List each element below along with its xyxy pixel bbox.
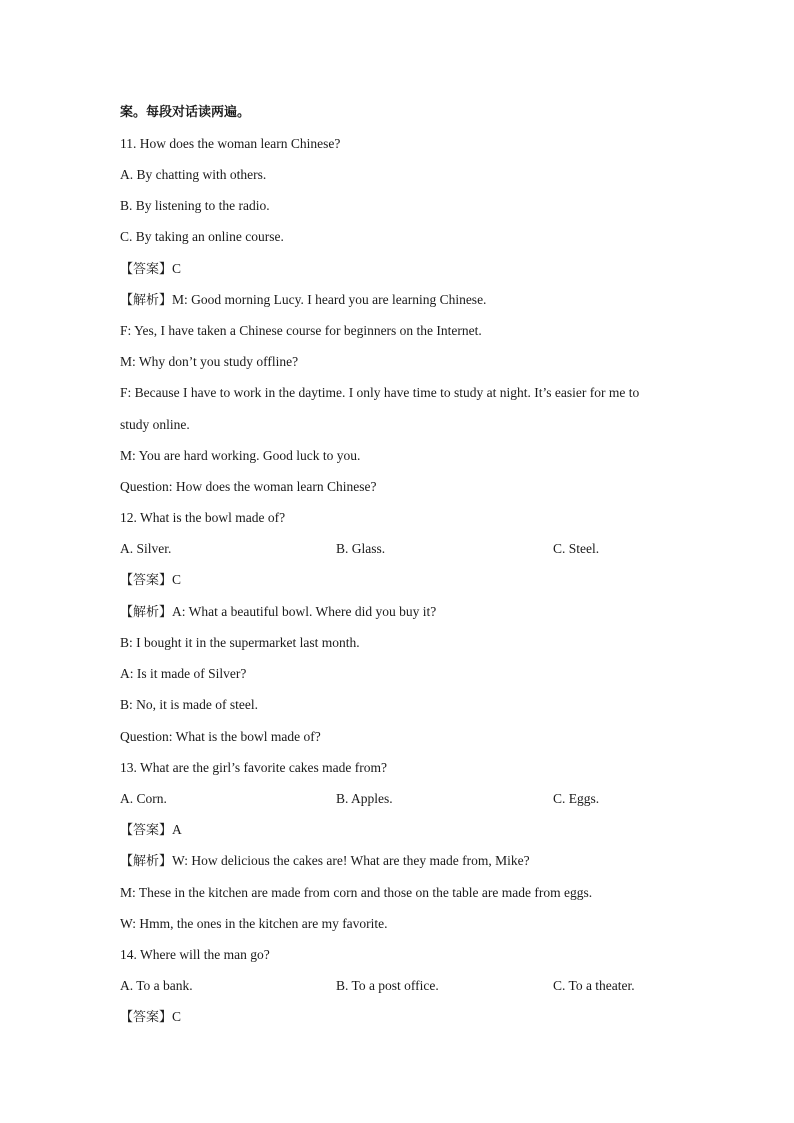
question-13: 13. What are the girl’s favorite cakes made from? bbox=[120, 760, 388, 775]
answer-value: A bbox=[172, 822, 182, 837]
analysis-11-line-2: F: Yes, I have taken a Chinese course for beginners on the Internet. bbox=[120, 323, 482, 338]
analysis-12-line-3: A: Is it made of Silver? bbox=[120, 666, 247, 681]
analysis-text: W: How delicious the cakes are! What are they made from, Mike? bbox=[172, 853, 530, 868]
option-13b: B. Apples. bbox=[336, 791, 393, 806]
option-13a: A. Corn. bbox=[120, 791, 167, 806]
answer-value: C bbox=[172, 572, 182, 587]
analysis-11-line-7: Question: How does the woman learn Chinese? bbox=[120, 479, 377, 494]
option-11a: A. By chatting with others. bbox=[120, 167, 267, 182]
answer-tag: 【答案】 bbox=[120, 1010, 173, 1025]
option-12c: C. Steel. bbox=[553, 541, 600, 556]
option-13c: C. Eggs. bbox=[553, 791, 600, 806]
analysis-13-line-1 bbox=[120, 852, 530, 871]
option-14b: B. To a post office. bbox=[336, 978, 439, 993]
answer-value: C bbox=[172, 1009, 182, 1024]
answer-tag: 【答案】 bbox=[120, 573, 173, 588]
answer-tag: 【答案】 bbox=[120, 262, 173, 277]
analysis-12-line-5: Question: What is the bowl made of? bbox=[120, 729, 321, 744]
analysis-13-line-3: W: Hmm, the ones in the kitchen are my favorite. bbox=[120, 916, 388, 931]
question-11: 11. How does the woman learn Chinese? bbox=[120, 136, 341, 151]
analysis-text: M: Good morning Lucy. I heard you are learning Chinese. bbox=[172, 292, 487, 307]
answer-14 bbox=[120, 1008, 181, 1027]
answer-value: C bbox=[172, 261, 182, 276]
answer-11 bbox=[120, 260, 181, 279]
answer-12 bbox=[120, 571, 181, 590]
option-12a: A. Silver. bbox=[120, 541, 172, 556]
analysis-11-line-6: M: You are hard working. Good luck to you. bbox=[120, 448, 361, 463]
analysis-12-line-1 bbox=[120, 603, 436, 622]
analysis-11-line-1 bbox=[120, 291, 486, 310]
analysis-text: A: What a beautiful bowl. Where did you buy it? bbox=[172, 604, 437, 619]
analysis-11-line-3: M: Why don’t you study offline? bbox=[120, 354, 299, 369]
answer-13 bbox=[120, 821, 182, 840]
option-11b: B. By listening to the radio. bbox=[120, 198, 270, 213]
instruction-line: 案。每段对话读两遍。 bbox=[120, 105, 251, 120]
analysis-11-line-5: study online. bbox=[120, 417, 190, 432]
question-12: 12. What is the bowl made of? bbox=[120, 510, 286, 525]
analysis-tag: 【解析】 bbox=[120, 293, 173, 308]
analysis-12-line-4: B: No, it is made of steel. bbox=[120, 697, 258, 712]
option-12b: B. Glass. bbox=[336, 541, 386, 556]
analysis-tag: 【解析】 bbox=[120, 605, 173, 620]
option-14a: A. To a bank. bbox=[120, 978, 193, 993]
answer-tag: 【答案】 bbox=[120, 823, 173, 838]
option-14c: C. To a theater. bbox=[553, 978, 635, 993]
question-14: 14. Where will the man go? bbox=[120, 947, 270, 962]
analysis-tag: 【解析】 bbox=[120, 854, 173, 869]
analysis-13-line-2: M: These in the kitchen are made from corn and those on the table are made from eggs. bbox=[120, 885, 593, 900]
analysis-12-line-2: B: I bought it in the supermarket last month. bbox=[120, 635, 360, 650]
option-11c: C. By taking an online course. bbox=[120, 229, 284, 244]
analysis-11-line-4: F: Because I have to work in the daytime. I only have time to study at night. It’s easier for me to bbox=[120, 385, 640, 400]
